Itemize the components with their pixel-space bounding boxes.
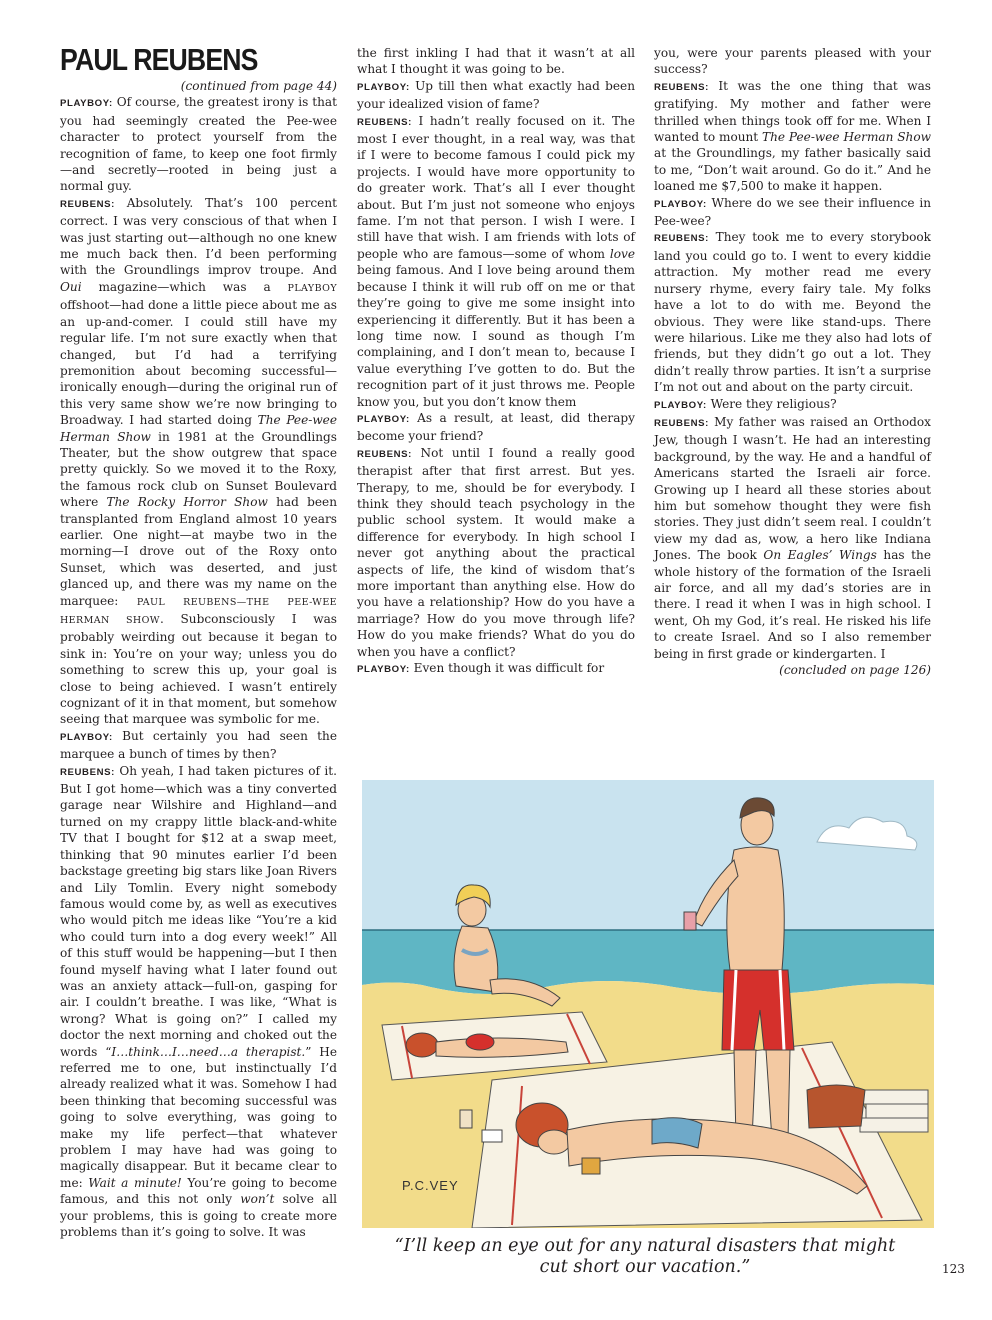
answer-text: My father was raised an Orthodox Jew, though I wasn’t. He had an interesting background, by the way. He and a handful of Americans started the Israeli air force. Growing up I heard all these stories about him but somehow thought they were fish stories. They just didn’t seem real. I couldn’t view my dad as, wow, a hero like Indiana Jones. The book <box>654 414 931 563</box>
answer-text: You’re going to become famous, and this not only <box>60 1175 337 1207</box>
cell-phone <box>482 1130 502 1142</box>
small-caps-text: PLAYBOY <box>287 282 337 294</box>
page-number: 123 <box>942 1262 965 1276</box>
answer-text: at the Groundlings, my father basically said to me, “Don’t wait around. Go do it.” And he loaned me $7,500 to make it happen. <box>654 146 931 194</box>
speaker-reubens: REUBENS: <box>357 448 412 460</box>
speaker-reubens: REUBENS: <box>60 766 115 778</box>
blue-bikini <box>652 1118 702 1148</box>
book-stack <box>862 1090 928 1104</box>
answer-text: had been transplanted from England almost 10 years earlier. One night—at maybe two in the morning—I drove out of the Roxy onto Sunset, which was deserted, and just glanced up, and there was my name on the marquee: <box>60 495 337 608</box>
answer-text: being famous. And I love being around them because I think it will rub off on me or that they’re going to give me some insight into experiencing it differently. But it has been a long time now. I sound as though I’m complaining, and I don’t mean to, because I value everything I’ve gotten to do. But the recognition part of it just throws me. People know you, but you don’t know them <box>357 263 635 409</box>
small-caps-text: PAUL REUBENS—THE PEE-WEE HERMAN SHOW <box>60 596 337 626</box>
paragraph <box>60 728 337 763</box>
lying-woman-body <box>436 1038 568 1057</box>
answer-text: Not until I found a really good therapist after that first arrest. But yes. Therapy, to me, should be for everybody. I think they should teach psychology in the public school system. It would make a difference for everybody. In high school I never got anything about the practical aspects of life, the kind of wisdom that’s more important than anything else. How do you have a relationship? How do you have a marriage? How do you move through life? How do you make friends? What do you do when you have a conflict? <box>357 445 635 659</box>
answer-text: has the whole history of the formation of the Israeli air force, and all my dad’s stories are in there. I read it when I was in high school. I went, Oh my God, it’s real. He risked his life to create Israel. And so I also remember being in first grade or kindergarten. I <box>654 548 931 661</box>
paragraph <box>654 396 931 414</box>
speaker-playboy: PLAYBOY: <box>357 81 410 93</box>
concluded-on-note: (concluded on page 126) <box>779 663 931 678</box>
paragraph <box>654 78 931 195</box>
paragraph <box>60 763 337 1241</box>
redhead-face <box>538 1130 570 1154</box>
answer-text: Oh yeah, I had taken pictures of it. But I got home—which was a tiny converted garage near Wilshire and Highland—and turned on my crappy little black-and-white TV that I bought for $12 at a swap meet, thinking that 90 minutes earlier I’d been backstage greeting big stars like Joan Rivers and Lily Tomlin. Every night somebody famous would come by, as well as executives who would pitch me ideas like “You’re a kid who could turn into a dog every week!” All of this stuff would be happening—but I then found myself having what I later found out was an anxiety attack—full-on, gasping for air. I couldn’t breathe. I was like, “What is wrong? What is going on?” I called my doctor the next morning and choked out the words “ <box>60 763 337 1059</box>
paragraph: you, were your parents pleased with your success? <box>654 46 931 77</box>
article-column-1 <box>60 42 337 1240</box>
answer-text: offshoot—had done a little piece about me as an up-and-comer. I could still have my regular life. I’m not sure exactly when that changed, but I’d had a terrifying premonition about becoming successful—ironically enough—during the original run of this very same show we’re now bringing to Broadway. I had started doing <box>60 298 337 428</box>
paragraph <box>357 78 635 113</box>
article-title: PAUL REUBENS <box>60 42 258 77</box>
paragraph <box>357 113 635 410</box>
speaker-reubens: REUBENS: <box>357 116 412 128</box>
paragraph <box>357 445 635 660</box>
speaker-reubens: REUBENS: <box>60 198 115 210</box>
speaker-playboy: PLAYBOY: <box>654 198 707 210</box>
paragraph <box>60 94 337 194</box>
answer-text: I hadn’t really focused on it. The most I ever thought, in a real way, was that if I were to become famous I could pick my projects. I would have more opportunity to do greater work. That’s all I ever thought about. But I’m just not someone who enjoys fame. I’m not that person. I wish I were. I still have that wish. I am friends with lots of people who are famous—some of whom <box>357 113 635 261</box>
italic-title: Oui <box>60 279 82 294</box>
answer-text: It was the one thing that was gratifying. My mother and father were thrilled when things took off for me. When I wanted to mount <box>654 78 931 145</box>
speaker-playboy: PLAYBOY: <box>357 664 410 676</box>
drink-cup <box>684 912 696 930</box>
question-text: But certainly you had seen the marquee a bunch of times by then? <box>60 728 337 762</box>
speaker-playboy: PLAYBOY: <box>60 731 113 743</box>
article-column-2 <box>357 45 635 678</box>
cartoon-caption <box>380 1236 910 1278</box>
italic-title: On Eagles’ Wings <box>763 548 877 563</box>
article-column-3 <box>654 45 931 678</box>
paragraph <box>654 414 931 662</box>
answer-text: Absolutely. That’s 100 percent correct. I was very conscious of that when I was just starting out—although no one knew me much back then. I’d been performing with the Groundlings improv troupe. And <box>60 195 337 278</box>
caption-line: cut short our vacation.” <box>539 1257 751 1277</box>
italic-text: love <box>609 246 635 261</box>
continued-from-note: (continued from page 44) <box>180 79 337 93</box>
italic-quote: I…think…I…need…a therapist. <box>111 1044 306 1059</box>
paragraph <box>654 195 931 230</box>
question-text: Up till then what exactly had been your idealized vision of fame? <box>357 78 635 112</box>
speaker-reubens: REUBENS: <box>654 233 709 245</box>
answer-text: . Subconsciously I was probably weirding out because it began to sink in: You’re on your way; unless you do something to screw this up, your goal is close to being achieved. I wasn’t entirely cognizant of it in that moment, but somehow seeing that marquee was symbolic for me. <box>60 612 338 727</box>
sunscreen-bottle <box>582 1158 600 1174</box>
question-text: Where do we see their influence in Pee-wee? <box>654 195 931 229</box>
paragraph: the first inkling I had that it wasn’t at all what I thought it was going to be. <box>357 46 635 77</box>
italic-text: won’t <box>240 1192 275 1207</box>
speaker-playboy: PLAYBOY: <box>357 413 410 425</box>
italic-title: The Pee-wee Herman Show <box>762 130 931 145</box>
italic-title: The Pee-wee Herman Show <box>60 413 337 444</box>
paragraph <box>357 660 635 678</box>
question-text: Even though it was difficult for <box>413 661 605 676</box>
speaker-reubens: REUBENS: <box>654 81 709 93</box>
caption-line: “I’ll keep an eye out for any natural disasters that might <box>394 1236 896 1256</box>
answer-text: ” He referred me to one, but instinctually I’d already realized what it was. Somehow I had been thinking that becoming successful was going to solve everything, was going to make my life perfect—that whatever problem I may have had was going to magically disappear. But it became clear to me: <box>60 1044 337 1190</box>
paragraph <box>654 229 931 395</box>
redhead-back-hair <box>406 1033 438 1057</box>
speaker-reubens: REUBENS: <box>654 417 709 429</box>
answer-text: magazine—which was a <box>81 279 288 294</box>
question-text: Were they religious? <box>710 396 837 411</box>
answer-text: in 1981 at the Groundlings Theater, but the show outgrew that space pretty quickly. So we moved it to the Roxy, the famous rock club on Sunset Boulevard where <box>60 429 337 510</box>
sky <box>362 780 934 955</box>
paragraph <box>60 195 337 728</box>
cartoonist-signature: P.C.VEY <box>402 1178 459 1193</box>
italic-title: The Rocky Horror Show <box>106 495 268 510</box>
soda-can <box>460 1110 472 1128</box>
question-text: Of course, the greatest irony is that you had seemingly created the Pee-wee character to protect yourself from the recognition of fame, to keep one foot firmly—and secretly—rooted in being just a normal guy. <box>60 95 337 194</box>
speaker-playboy: PLAYBOY: <box>654 399 707 411</box>
beach-bag <box>807 1085 865 1128</box>
speaker-playboy: PLAYBOY: <box>60 98 113 110</box>
book-stack <box>866 1104 928 1118</box>
answer-text: They took me to every storybook land you could go to. I went to every kiddie attraction. My mother read me every nursery rhyme, every fairy tale. My folks have a lot to do with me. Beyond the obvious. They were like stand-ups. There were hilarious. Like me they also had lots of friends, but they didn’t go out a lot. They didn’t really throw parties. It isn’t a surprise I’m not out and about on the party circuit. <box>654 230 931 395</box>
question-text: As a result, at least, did therapy become your friend? <box>357 410 635 444</box>
book-stack <box>860 1118 928 1132</box>
red-bikini <box>466 1034 494 1050</box>
answer-text: solve all your problems, this is going to create more problems than it’s going to solve. It was <box>60 1192 337 1240</box>
italic-text: Wait a minute! <box>88 1175 182 1190</box>
paragraph <box>357 410 635 445</box>
beach-cartoon <box>362 780 934 1228</box>
